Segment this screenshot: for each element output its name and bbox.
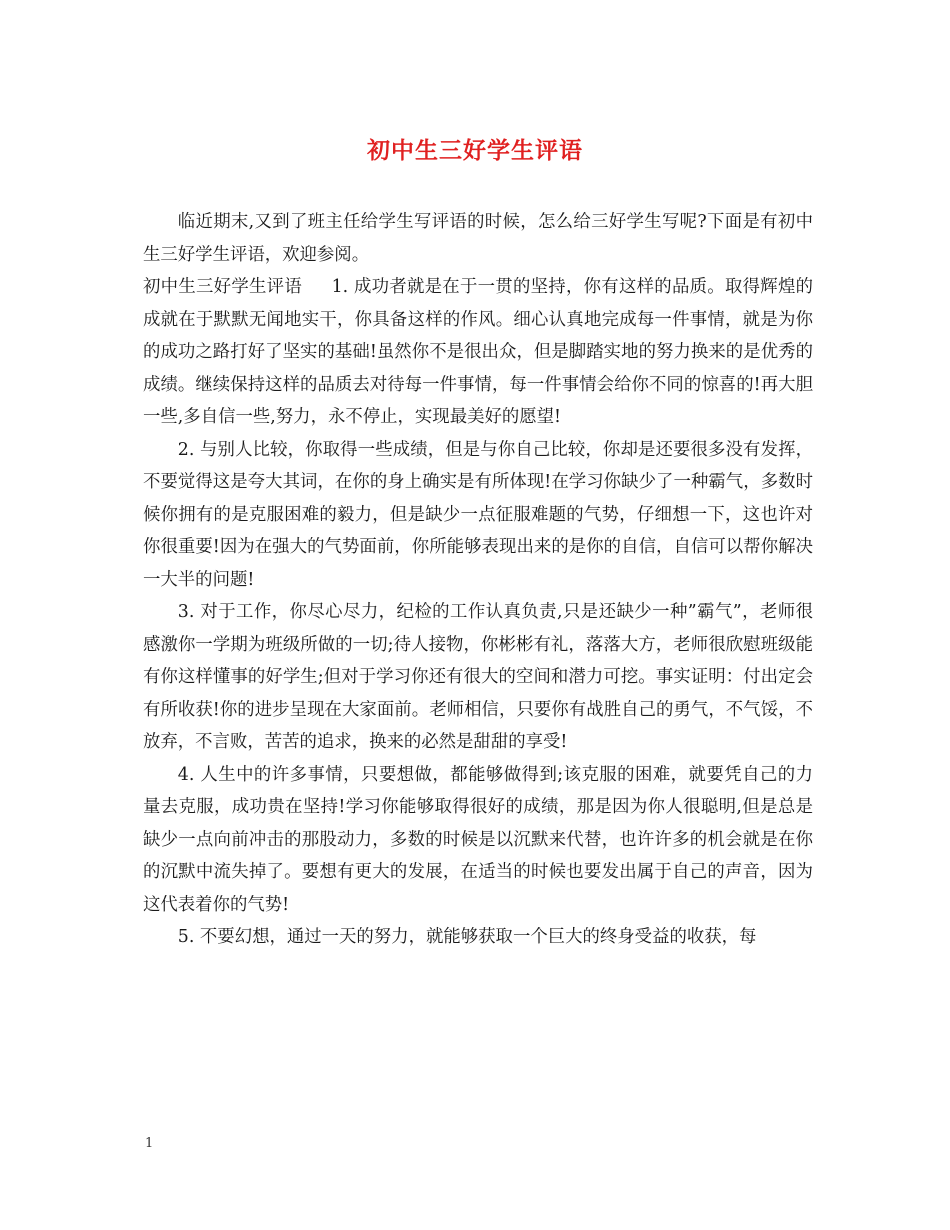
page-number: 1 — [145, 1136, 154, 1151]
item-4-paragraph: 4. 人生中的许多事情，只要想做，都能够做得到;该克服的困难，就要凭自己的力量去克服，成功贵在坚持!学习你能够取得很好的成绩，那是因为你人很聪明,但是总是缺少一点向前冲击的那股动力，多数的时候是以沉默来代替，也许许多的机会就是在你的沉默中流失掉了。要想有更大的发展，在适当的时候也要发出属于自己的声音，因为这代表着你的气势! — [143, 764, 813, 915]
item-2-paragraph: 2. 与别人比较，你取得一些成绩，但是与你自己比较，你却是还要很多没有发挥，不要觉得这是夸大其词，在你的身上确实是有所体现!在学习你缺少了一种霸气，多数时候你拥有的是克服困难的毅力，但是缺少一点征服难题的气势，仔细想一下，这也许对你很重要!因为在强大的气势面前，你所能够表现出来的是你的自信，自信可以帮你解决一大半的问题! — [143, 439, 813, 590]
item-1-paragraph — [143, 271, 813, 434]
item-5-paragraph: 5. 不要幻想，通过一天的努力，就能够获取一个巨大的终身受益的收获，每 — [177, 927, 757, 947]
document-title: 初中生三好学生评语 — [367, 137, 583, 164]
section-heading: 初中生三好学生评语 — [143, 277, 302, 297]
item-3-paragraph: 3. 对于工作，你尽心尽力，纪检的工作认真负责,只是还缺少一种”霸气”，老师很感激你一学期为班级所做的一切;待人接物，你彬彬有礼，落落大方，老师很欣慰班级能有你这样懂事的好学生;但对于学习你还有很大的空间和潜力可挖。事实证明：付出定会有所收获!你的进步呈现在大家面前。老师相信，只要你有战胜自己的勇气，不气馁，不放弃，不言败，苦苦的追求，换来的必然是甜甜的享受! — [143, 602, 813, 752]
document-body — [143, 206, 813, 954]
item-1-text: 1. 成功者就是在于一贯的坚持，你有这样的品质。取得辉煌的成就在于默默无闻地实干，你具备这样的作风。细心认真地完成每一件事情，就是为你的成功之路打好了坚实的基础!虽然你不是很出众，但是脚踏实地的努力换来的是优秀的成绩。继续保持这样的品质去对待每一件事情，每一件事情会给你不同的惊喜的!再大胆一些,多自信一些,努力，永不停止，实现最美好的愿望! — [143, 277, 813, 427]
intro-paragraph: 临近期末,又到了班主任给学生写评语的时候，怎么给三好学生写呢?下面是有初中生三好学生评语，欢迎参阅。 — [143, 212, 813, 265]
